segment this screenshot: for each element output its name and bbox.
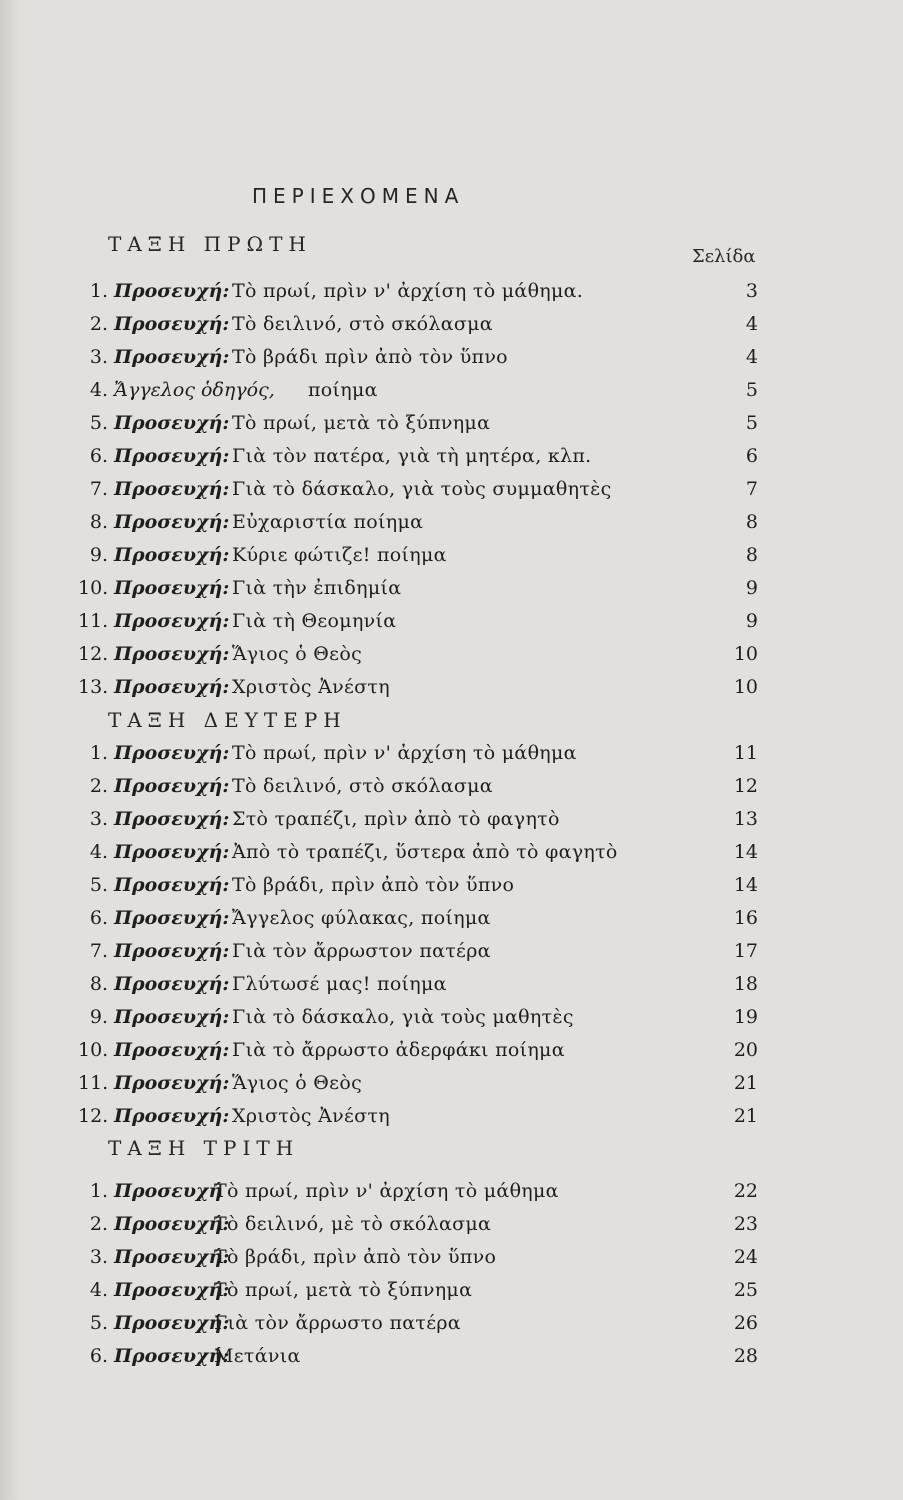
entry-label: Προσευχή: [114, 478, 230, 500]
toc-entry [78, 940, 758, 970]
entry-label: Προσευχή: [114, 313, 230, 335]
entry-label: Προσευχή: [114, 1279, 230, 1301]
toc-entry [78, 874, 758, 904]
entry-page: 21 [733, 1105, 758, 1127]
entry-number: 4. [89, 841, 108, 863]
entry-label: Προσευχή: [114, 346, 230, 368]
entry-number: 1. [89, 742, 108, 764]
entry-text: Χριστὸς Ἀνέστη [232, 1105, 390, 1127]
toc-entry [78, 742, 758, 772]
entry-page: 14 [733, 874, 758, 896]
entry-page: 9 [745, 577, 758, 599]
entry-text: Γιὰ τὴν ἐπιδημία [232, 577, 402, 599]
entry-text: Γιὰ τὸ δάσκαλο, γιὰ τοὺς μαθητὲς [232, 1006, 574, 1028]
entry-text: Ἄγγελος φύλακας, ποίημα [232, 907, 491, 929]
toc-entry [78, 676, 758, 706]
entry-label: Προσευχή: [114, 676, 230, 698]
entry-page: 22 [733, 1180, 758, 1202]
entry-text: Ἀπὸ τὸ τραπέζι, ὕστερα ἀπὸ τὸ φαγητὸ [232, 841, 618, 863]
entry-page: 17 [733, 940, 758, 962]
entry-number: 12. [78, 643, 109, 665]
entry-label: Προσευχή: [114, 412, 230, 434]
page-column-label: Σελίδα [692, 246, 756, 267]
entry-text: Γιὰ τὸ ἄρρωστο ἀδερφάκι ποίημα [232, 1039, 565, 1061]
entry-page: 8 [745, 544, 758, 566]
entry-text: Ἅγιος ὁ Θεὸς [232, 643, 363, 665]
entry-number: 6. [89, 907, 108, 929]
entry-page: 25 [733, 1279, 758, 1301]
entry-page: 6 [745, 445, 758, 467]
entry-text: Τὸ βράδι, πρὶν ἀπὸ τὸν ὕπνο [214, 1246, 497, 1268]
entry-number: 6. [89, 445, 108, 467]
page-title: ΠΕΡΙΕΧΟΜΕΝΑ [252, 184, 465, 208]
entry-text: Κύριε φώτιζε! ποίημα [232, 544, 447, 566]
entry-number: 11. [78, 1072, 109, 1094]
entry-label: Προσευχή: [114, 1345, 230, 1367]
entry-page: 5 [745, 379, 758, 401]
toc-entry [78, 1180, 758, 1210]
entry-page: 26 [733, 1312, 758, 1334]
entry-number: 5. [89, 874, 108, 896]
entry-label: Προσευχή: [114, 610, 230, 632]
toc-entry [78, 643, 758, 673]
entry-text: Τὸ πρωί, πρὶν ν' ἀρχίση τὸ μάθημα [214, 1180, 559, 1202]
entry-label: Προσευχή: [114, 1246, 230, 1268]
entry-text: Γλύτωσέ μας! ποίημα [232, 973, 447, 995]
entry-number: 4. [89, 1279, 108, 1301]
toc-entry [78, 412, 758, 442]
entry-number: 2. [89, 775, 108, 797]
entry-number: 5. [89, 1312, 108, 1334]
toc-entry [78, 808, 758, 838]
entry-label: Προσευχή: [114, 841, 230, 863]
entry-number: 2. [89, 1213, 108, 1235]
entry-text: Ἅγιος ὁ Θεὸς [232, 1072, 363, 1094]
entry-label: Προσευχή: [114, 775, 230, 797]
entry-text: Γιὰ τὸν πατέρα, γιὰ τὴ μητέρα, κλπ. [232, 445, 592, 467]
entry-number: 8. [89, 511, 108, 533]
entry-number: 7. [89, 478, 108, 500]
entry-label: Προσευχή: [114, 973, 230, 995]
entry-number: 13. [78, 676, 109, 698]
entry-number: 4. [89, 379, 108, 401]
entry-page: 3 [745, 280, 758, 302]
entry-label: Προσευχή: [114, 1039, 230, 1061]
entry-text: Γιὰ τὸ δάσκαλο, γιὰ τοὺς συμμαθητὲς [232, 478, 612, 500]
entry-page: 18 [733, 973, 758, 995]
toc-entry [78, 577, 758, 607]
entry-label: Προσευχή: [114, 940, 230, 962]
toc-entry [78, 1105, 758, 1135]
entry-page: 4 [745, 313, 758, 335]
entry-page: 20 [733, 1039, 758, 1061]
entry-text: Τὸ πρωί, μετὰ τὸ ξύπνημα [214, 1279, 473, 1301]
entry-text: Γιὰ τὸν ἄρρωστον πατέρα [232, 940, 491, 962]
entry-label: Προσευχή: [114, 577, 230, 599]
entry-number: 5. [89, 412, 108, 434]
entry-text: Εὐχαριστία ποίημα [232, 511, 424, 533]
entry-number: 8. [89, 973, 108, 995]
entry-label: Προσευχή: [114, 1213, 230, 1235]
entry-text: Γιὰ τὸν ἄρρωστο πατέρα [214, 1312, 461, 1334]
entry-text: Τὸ πρωί, μετὰ τὸ ξύπνημα [232, 412, 491, 434]
toc-entry [78, 445, 758, 475]
entry-number: 10. [78, 1039, 109, 1061]
entry-label: Προσευχή: [114, 907, 230, 929]
entry-page: 12 [733, 775, 758, 797]
toc-entry [78, 1345, 758, 1375]
entry-label: Προσευχή: [114, 643, 230, 665]
entry-label: Προσευχή: [114, 1312, 230, 1334]
entry-text: Τὸ βράδι πρὶν ἀπὸ τὸν ὕπνο [232, 346, 508, 368]
entry-page: 5 [745, 412, 758, 434]
entry-label: Προσευχή: [114, 280, 230, 302]
toc-entry [78, 511, 758, 541]
toc-entry [78, 907, 758, 937]
toc-entry [78, 346, 758, 376]
toc-entry [78, 1279, 758, 1309]
entry-page: 23 [733, 1213, 758, 1235]
toc-entry [78, 1039, 758, 1069]
section-heading-3: ΤΑΞΗ ΤΡΙΤΗ [108, 1136, 300, 1160]
entry-label: Προσευχή: [114, 874, 230, 896]
entry-page: 21 [733, 1072, 758, 1094]
toc-entry [78, 313, 758, 343]
toc-entry [78, 478, 758, 508]
entry-number: 7. [89, 940, 108, 962]
entry-text: Τὸ πρωί, πρὶν ν' ἀρχίση τὸ μάθημα [232, 742, 577, 764]
entry-page: 4 [745, 346, 758, 368]
entry-text: ποίημα [308, 379, 378, 401]
entry-text: Χριστὸς Ἀνέστη [232, 676, 390, 698]
entry-text: Στὸ τραπέζι, πρὶν ἀπὸ τὸ φαγητὸ [232, 808, 560, 830]
toc-entry [78, 1246, 758, 1276]
toc-entry [78, 544, 758, 574]
entry-number: 9. [89, 544, 108, 566]
entry-page: 16 [733, 907, 758, 929]
entry-page: 19 [733, 1006, 758, 1028]
toc-entry [78, 1006, 758, 1036]
entry-label: Προσευχή: [114, 445, 230, 467]
entry-label: Προσευχή: [114, 511, 230, 533]
entry-label: Ἄγγελος ὁδηγός, [114, 379, 275, 401]
toc-entry [78, 610, 758, 640]
toc-entry [78, 1213, 758, 1243]
entry-page: 10 [733, 676, 758, 698]
entry-text: Τὸ δειλινό, στὸ σκόλασμα [232, 313, 493, 335]
entry-text: Μετάνια [214, 1345, 301, 1367]
entry-number: 3. [89, 808, 108, 830]
entry-page: 10 [733, 643, 758, 665]
entry-label: Προσευχή: [114, 1006, 230, 1028]
entry-number: 9. [89, 1006, 108, 1028]
entry-text: Τὸ βράδι, πρὶν ἀπὸ τὸν ὕπνο [232, 874, 515, 896]
entry-page: 9 [745, 610, 758, 632]
entry-number: 1. [89, 1180, 108, 1202]
toc-entry [78, 1072, 758, 1102]
entry-page: 14 [733, 841, 758, 863]
entry-text: Τὸ δειλινό, στὸ σκόλασμα [232, 775, 493, 797]
entry-page: 28 [733, 1345, 758, 1367]
entry-label: Προσευχή [114, 1180, 223, 1202]
entry-number: 6. [89, 1345, 108, 1367]
entry-label: Προσευχή: [114, 808, 230, 830]
toc-entry [78, 775, 758, 805]
entry-page: 8 [745, 511, 758, 533]
section-heading-1: ΤΑΞΗ ΠΡΩΤΗ [108, 232, 312, 256]
toc-entry [78, 280, 758, 310]
entry-number: 1. [89, 280, 108, 302]
toc-entry [78, 1312, 758, 1342]
toc-entry [78, 973, 758, 1003]
entry-number: 12. [78, 1105, 109, 1127]
entry-number: 3. [89, 1246, 108, 1268]
entry-number: 10. [78, 577, 109, 599]
entry-label: Προσευχή: [114, 742, 230, 764]
entry-text: Τὸ δειλινό, μὲ τὸ σκόλασμα [214, 1213, 492, 1235]
entry-page: 7 [745, 478, 758, 500]
entry-label: Προσευχή: [114, 1105, 230, 1127]
entry-page: 13 [733, 808, 758, 830]
entry-text: Γιὰ τὴ Θεομηνία [232, 610, 397, 632]
entry-text: Τὸ πρωί, πρὶν ν' ἀρχίση τὸ μάθημα. [232, 280, 584, 302]
entry-label: Προσευχή: [114, 1072, 230, 1094]
entry-number: 3. [89, 346, 108, 368]
toc-entry [78, 379, 758, 409]
entry-label: Προσευχή: [114, 544, 230, 566]
entry-number: 2. [89, 313, 108, 335]
entry-number: 11. [78, 610, 109, 632]
toc-entry [78, 841, 758, 871]
entry-page: 11 [733, 742, 758, 764]
entry-page: 24 [733, 1246, 758, 1268]
section-heading-2: ΤΑΞΗ ΔΕΥΤΕΡΗ [108, 708, 347, 732]
